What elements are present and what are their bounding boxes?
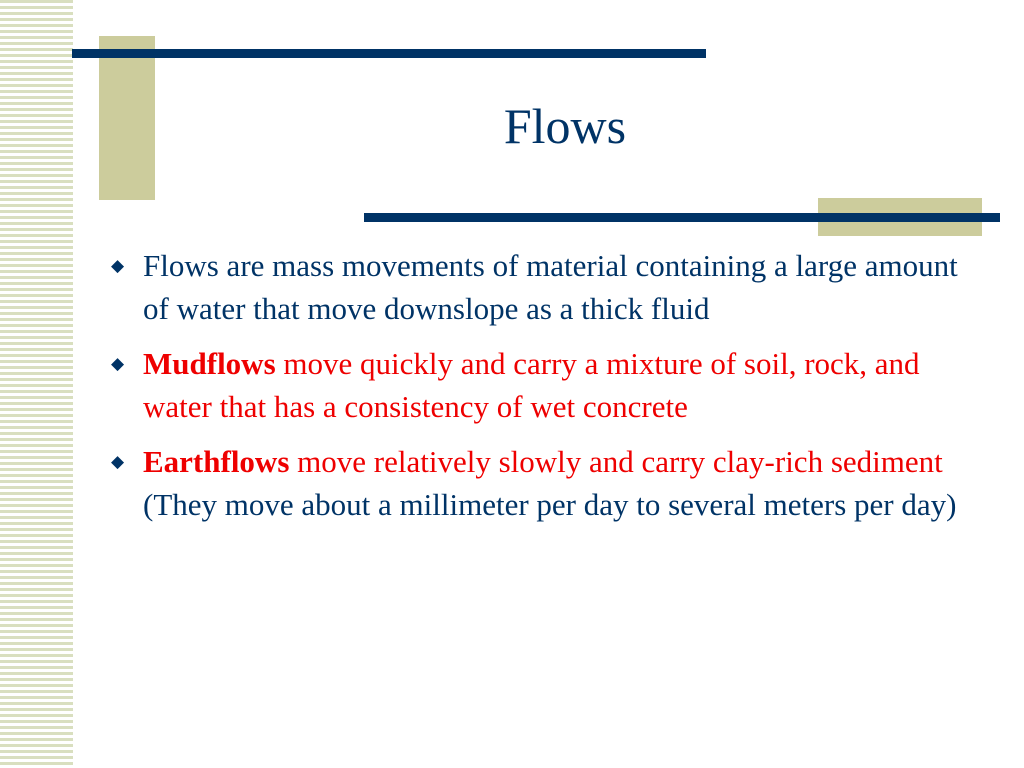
bullet-text-highlight: move relatively slowly and carry clay-rich sediment [289,444,943,479]
bullet-text: Flows are mass movements of material containing a large amount of water that move downslope as a thick fluid [143,248,958,326]
diamond-bullet-icon: ◆ [111,256,125,275]
bullet-text: (They move about a millimeter per day to several meters per day) [143,487,957,522]
slide-title: Flows [503,98,627,154]
bullet-term: Earthflows [143,444,290,479]
title-top-rule [72,49,706,58]
title-bottom-rule [364,213,1000,222]
diamond-bullet-icon: ◆ [111,354,125,373]
bullet-text: move quickly and carry a mixture of soil, rock, and water that has a consistency of wet concrete [143,346,920,424]
bullet-list [108,244,988,538]
bullet-term: Mudflows [143,346,276,381]
diamond-bullet-icon: ◆ [111,452,125,471]
bullet-item-flows [108,244,988,330]
bullet-item-mudflows [108,342,988,428]
bullet-item-earthflows [108,440,988,526]
